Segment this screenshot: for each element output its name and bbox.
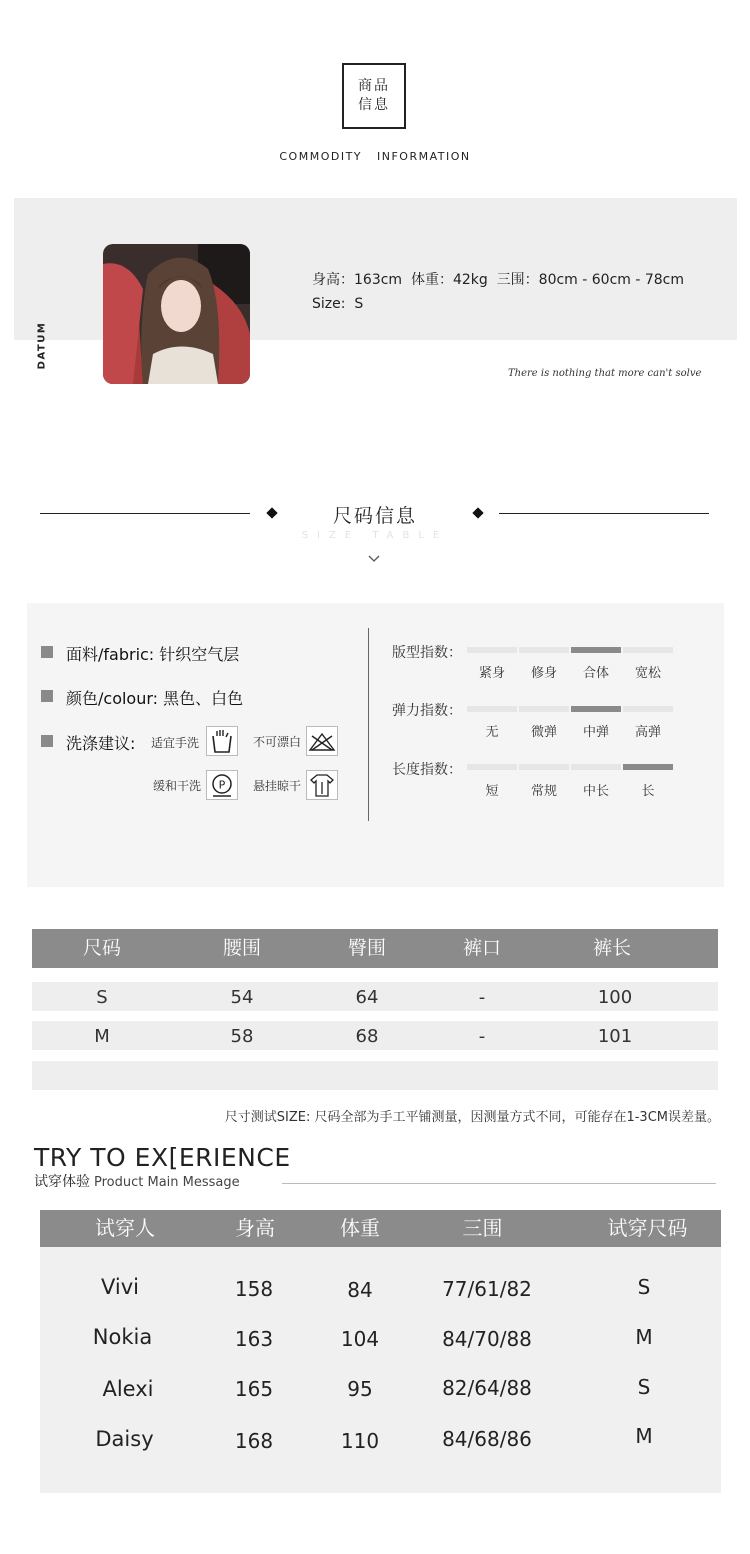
bullet-icon	[41, 646, 53, 658]
table-row-empty	[32, 1061, 718, 1090]
tester-height: 163	[234, 1327, 274, 1351]
fit-option: 紧身	[478, 666, 505, 681]
stretch-index-segment	[623, 706, 673, 712]
tester-measurements: 84/70/88	[442, 1327, 532, 1351]
stretch-index-segment	[519, 706, 569, 712]
hand-wash-icon	[206, 726, 238, 756]
col-waist: 腰围	[222, 937, 261, 959]
tester-size: S	[637, 1375, 651, 1399]
hang-dry-icon	[306, 770, 338, 800]
tester-name: Nokia	[92, 1325, 153, 1349]
colour-info: 颜色/colour: 黑色、白色	[66, 689, 244, 708]
fit-index-segment	[467, 647, 517, 653]
tester-measurements: 77/61/82	[442, 1277, 532, 1301]
length-index-segment	[467, 764, 517, 770]
try-section-subtitle	[34, 1171, 240, 1191]
fabric-info: 面料/fabric: 针织空气层	[66, 645, 240, 664]
bullet-icon	[41, 735, 53, 747]
no-bleach-icon	[306, 726, 338, 756]
size-info-title: 尺码信息	[332, 505, 417, 527]
bullet-icon	[41, 690, 53, 702]
try-subtitle-cn: 试穿体验	[34, 1174, 90, 1190]
tester-size: M	[635, 1325, 653, 1349]
try-divider	[282, 1183, 716, 1184]
fit-option: 宽松	[634, 666, 661, 681]
wash-item-dry-clean: 缓和干洗	[153, 779, 202, 793]
tester-height: 165	[234, 1377, 274, 1401]
tester-size: S	[637, 1275, 651, 1299]
cell-leg-opening: -	[478, 1026, 486, 1047]
cell-leg-opening: -	[478, 987, 486, 1008]
cell-size: S	[96, 987, 108, 1008]
col-height: 身高	[235, 1216, 275, 1240]
try-section-title: TRY TO EX[ERIENCE	[34, 1143, 291, 1172]
tester-name: Daisy	[95, 1427, 154, 1451]
cell-length: 101	[597, 1026, 633, 1047]
divider-right	[499, 513, 709, 514]
col-size: 尺码	[82, 937, 121, 959]
stretch-option: 中弹	[582, 725, 609, 740]
length-option: 长	[641, 784, 655, 799]
length-option: 中长	[582, 784, 609, 799]
col-tried-size: 试穿尺码	[607, 1216, 688, 1240]
tester-weight: 95	[347, 1377, 373, 1401]
length-index-segment	[571, 764, 621, 770]
cell-waist: 54	[230, 987, 254, 1008]
measurement-note: 尺寸测试SIZE: 尺码全部为手工平铺测量，因测量方式不同，可能存在1-3CM误差量。	[224, 1110, 720, 1125]
stretch-index-segment	[467, 706, 517, 712]
tester-name: Alexi	[102, 1377, 154, 1401]
tester-size: M	[635, 1424, 653, 1448]
wash-item-no-bleach: 不可漂白	[253, 735, 302, 749]
table-row	[32, 982, 718, 1011]
fit-index-segment	[519, 647, 569, 653]
fit-option: 修身	[530, 666, 557, 681]
stretch-option: 高弹	[634, 725, 661, 740]
stretch-index-segment-selected	[571, 706, 621, 712]
model-photo	[103, 244, 250, 384]
col-tester: 试穿人	[95, 1216, 155, 1240]
cell-hip: 64	[355, 987, 379, 1008]
tester-height: 158	[234, 1277, 274, 1301]
col-measurements: 三围	[462, 1216, 503, 1240]
size-table-subtitle: SIZE TABLE	[301, 530, 449, 541]
size-table-header	[32, 929, 718, 968]
dry-clean-icon	[206, 770, 238, 800]
length-index-label: 长度指数：	[392, 762, 462, 778]
tester-weight: 104	[340, 1327, 380, 1351]
wash-label: 洗涤建议:	[66, 734, 136, 753]
cell-length: 100	[597, 987, 633, 1008]
section-subtitle: COMMODITY INFORMATION	[279, 150, 471, 163]
fit-index-segment	[623, 647, 673, 653]
fit-option: 合体	[582, 666, 609, 681]
length-index-segment	[519, 764, 569, 770]
col-hip: 臀围	[347, 937, 386, 959]
try-subtitle-en: Product Main Message	[94, 1175, 240, 1190]
length-index-segment-selected	[623, 764, 673, 770]
svg-text:P: P	[218, 778, 226, 792]
chevron-down-icon	[368, 550, 380, 562]
col-leg-opening: 裤口	[462, 937, 501, 959]
try-table-header	[40, 1210, 721, 1247]
wash-item-hand: 适宜手洗	[151, 736, 200, 750]
stretch-index-label: 弹力指数：	[392, 703, 462, 719]
section-title-box	[342, 63, 406, 129]
tester-weight: 84	[347, 1278, 373, 1302]
fit-index-label: 版型指数：	[392, 645, 462, 661]
wash-item-hang-dry: 悬挂晾干	[253, 779, 302, 793]
length-option: 短	[485, 784, 499, 799]
model-measurements: 身高：163cm 体重：42kg 三围：80cm - 60cm - 78cm	[312, 272, 685, 288]
stretch-option: 微弹	[530, 725, 557, 740]
section-title-line2: 信息	[358, 97, 390, 113]
cell-hip: 68	[355, 1026, 379, 1047]
tester-height: 168	[234, 1429, 274, 1453]
table-row	[32, 1021, 718, 1050]
model-size: Size: S	[312, 296, 364, 312]
datum-label: DATUM	[36, 321, 48, 370]
model-stats	[312, 268, 684, 316]
section-title-line1: 商品	[358, 78, 390, 94]
tester-name: Vivi	[100, 1275, 139, 1299]
tester-weight: 110	[340, 1429, 380, 1453]
length-option: 常规	[530, 784, 557, 799]
cell-waist: 58	[230, 1026, 254, 1047]
panel-divider	[368, 628, 369, 821]
col-length: 裤长	[592, 937, 631, 959]
stretch-option: 无	[485, 725, 499, 740]
cell-size: M	[94, 1026, 110, 1047]
tester-measurements: 84/68/86	[442, 1427, 532, 1451]
col-weight: 体重	[340, 1216, 380, 1240]
tester-measurements: 82/64/88	[442, 1376, 532, 1400]
slogan: There is nothing that more can't solve	[508, 368, 702, 379]
fit-index-segment-selected	[571, 647, 621, 653]
